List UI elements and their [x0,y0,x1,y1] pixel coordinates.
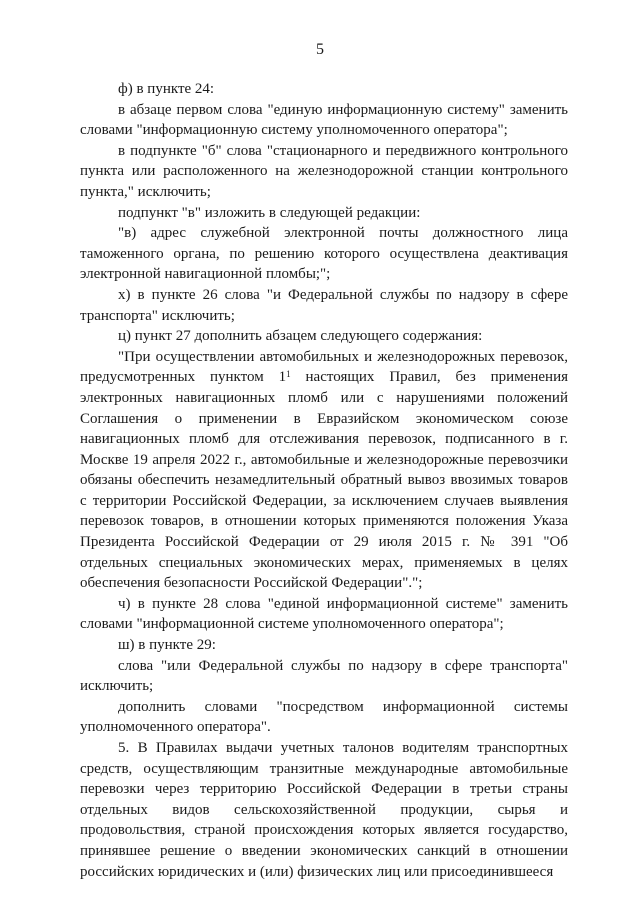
paragraph-item-ch: ч) в пункте 28 слова "единой информационной системе" заменить словами "информационной системе уполномоченного оператора"; [80,595,568,633]
superscript-note: 1 [286,369,291,380]
paragraph-item-f: ф) в пункте 24: [118,81,215,97]
paragraph-words-exclude: слова "или Федеральной службы по надзору в сфере транспорта" исключить; [80,657,568,695]
paragraph-add-words: дополнить словами "посредством информационной системы уполномоченного оператора". [80,698,568,736]
document-body [80,79,568,882]
page-number: 5 [316,41,324,58]
paragraph-quoted-addition [80,347,568,594]
paragraph-subitem-b: в подпункте "б" слова "стационарного и передвижного контрольного пункта или расположенного на железнодорожной станции контрольного пункта," исключить; [80,142,568,200]
quote-text-start: "При осуществлении автомобильных и железнодорожных перевозок, предусмотренных пунктом 1 [80,348,568,386]
quote-text-end: настоящих Правил, без применения электронных навигационных пломб или с нарушениями положений Соглашения о применении в Евразийском экономическом союзе навигационных пломб для отслеживания перевозок, подписанного в г. Москве 19 апреля 2022 г., автомобильные и железнодорожные перевозчики обязаны обеспечить незамедлительный обратный вывоз ввозимых товаров с территории Российской Федерации, за исключением случаев выявления перевозок товаров, в отношении которых применяются положения Указа Президента Российской Федерации от 29 июля 2015 г. № 391 "Об отдельных специальных экономических мерах, применяемых в целях обеспечения безопасности Российской Федерации"."; [80,369,569,592]
paragraph-new-wording-v: "в) адрес служебной электронной почты должностного лица таможенного органа, по решению которого осуществлена деактивация электронной навигационной пломбы;"; [80,225,568,283]
paragraph-section-5: 5. В Правилах выдачи учетных талонов водителям транспортных средств, осуществляющим транзитные международные автомобильные перевозки через территорию Российской Федерации в третьи страны отдельных видов сельскохозяйственной продукции, сырья и продовольствия, страной происхождения которых является государство, принявшее решение о введении экономических санкций в отношении российских юридических и (или) физических лиц или присоединившееся [80,740,568,880]
paragraph-item-h: х) в пункте 26 слова "и Федеральной службы по надзору в сфере транспорта" исключить; [80,286,568,324]
paragraph-item-sh: ш) в пункте 29: [118,637,216,654]
paragraph-item-c: ц) пункт 27 дополнить абзацем следующего содержания: [118,328,483,345]
paragraph-subitem-v: подпункт "в" изложить в следующей редакции: [118,204,421,221]
paragraph-abzac-first: в абзаце первом слова "единую информационную систему" заменить словами "информационную систему уполномоченного оператора"; [80,101,568,139]
